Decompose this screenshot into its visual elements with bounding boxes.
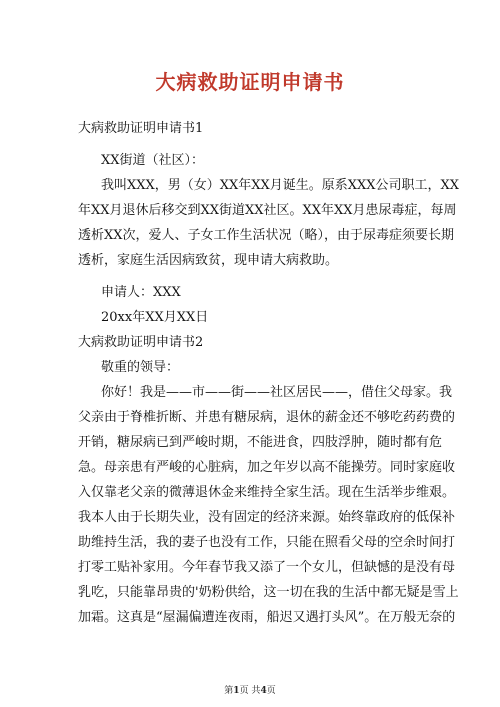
- paragraph-line: 你好！我是——市——街——社区居民——，借住父母家。我: [101, 385, 453, 400]
- section-heading-1: 大病救助证明申请书1: [78, 121, 204, 136]
- page-footer: [0, 683, 500, 696]
- paragraph-line: 开销，糖尿病已到严峻时期，不能进食，四肢浮肿，随时都有危: [78, 435, 443, 450]
- paragraph-line: 透析XX次，爱人、子女工作生活状况（略），由于尿毒症须要长期: [78, 228, 455, 243]
- current-page-number: 1: [233, 686, 240, 696]
- salutation-2: 敬重的领导：: [101, 360, 180, 375]
- paragraph-line: 我本人由于长期失业，没有固定的经济来源。始终靠政府的低保补: [78, 510, 456, 525]
- total-page-number: 4: [260, 686, 267, 696]
- paragraph-line: 入仅靠老父亲的微薄退休金来维持全家生活。现在生活举步维艰。: [78, 485, 456, 500]
- footer-mid: 页 共: [239, 686, 261, 696]
- applicant-line: 申请人：XXX: [101, 285, 181, 300]
- paragraph-line: 透析，家庭生活因病致贫，现申请大病救助。: [78, 253, 339, 268]
- paragraph-line: 乳吃，只能靠昂贵的'奶粉供给，这一切在我的生活中都无疑是雪上: [78, 585, 459, 600]
- salutation-1: XX街道（社区）：: [101, 153, 205, 168]
- document-title: 大病救助证明申请书: [155, 70, 345, 94]
- footer-prefix: 第: [224, 686, 234, 696]
- footer-suffix: 页: [266, 686, 276, 696]
- paragraph-line: 助维持生活，我的妻子也没有工作，只能在照看父母的空余时间打: [78, 535, 456, 550]
- date-line: 20xx年XX月XX日: [101, 310, 209, 325]
- paragraph-line: 加霜。这真是“屋漏偏遭连夜雨，船迟又遇打头风”。在万般无奈的: [78, 610, 456, 625]
- paragraph-line: 年XX月退休后移交到XX街道XX社区。XX年XX月患尿毒症，每周: [78, 203, 457, 218]
- paragraph-line: 急。母亲患有严峻的心脏病，加之年岁以高不能操劳。同时家庭收: [78, 460, 456, 475]
- paragraph-line: 打零工贴补家用。今年春节我又添了一个女儿，但缺憾的是没有母: [78, 560, 456, 575]
- section-heading-2: 大病救助证明申请书2: [78, 335, 204, 350]
- paragraph-line: 父亲由于脊椎折断、并患有糖尿病，退休的薪金还不够吃药药费的: [78, 410, 456, 425]
- paragraph-line: 我叫XXX，男（女）XX年XX月诞生。原系XXX公司职工，XX: [101, 178, 460, 193]
